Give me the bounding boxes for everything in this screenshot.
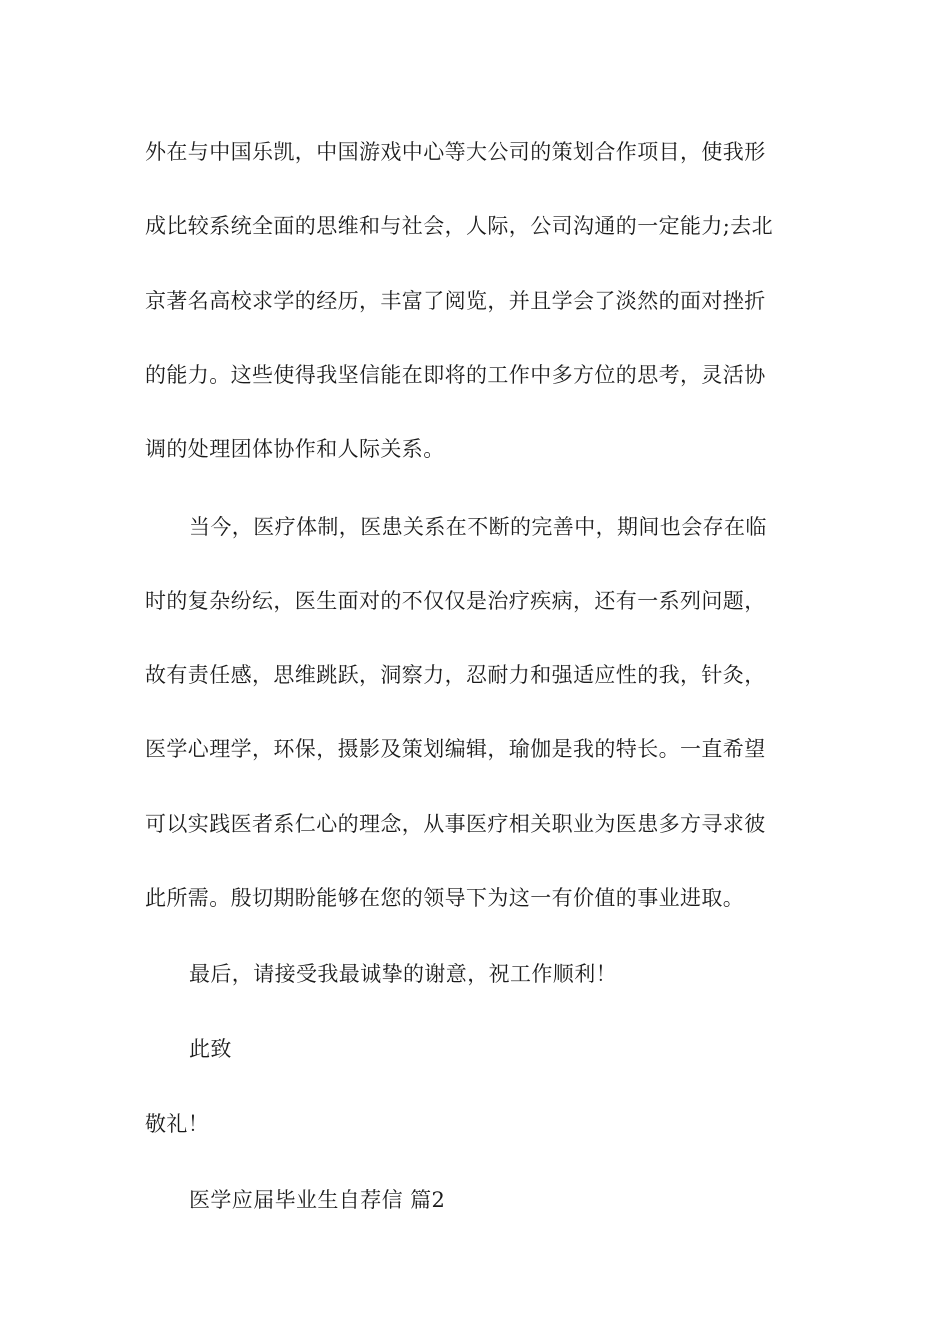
paragraph-1-line-3: 京著名高校求学的经历，丰富了阅览，并且学会了淡然的面对挫折 (145, 289, 766, 313)
paragraph-1-line-4: 的能力。这些使得我坚信能在即将的工作中多方位的思考，灵活协 (145, 363, 766, 387)
paragraph-1-line-2: 成比较系统全面的思维和与社会，人际，公司沟通的一定能力;去北 (145, 214, 774, 238)
closing-thanks: 最后，请接受我最诚挚的谢意，祝工作顺利！ (189, 962, 617, 986)
closing-salutation: 此致 (189, 1037, 232, 1061)
paragraph-2-line-4: 医学心理学，环保，摄影及策划编辑，瑜伽是我的特长。一直希望 (145, 737, 766, 761)
paragraph-2-line-3: 故有责任感，思维跳跃，洞察力，忍耐力和强适应性的我，针灸， (145, 663, 766, 687)
section-heading: 医学应届毕业生自荐信 篇2 (189, 1188, 446, 1212)
paragraph-1-line-5: 调的处理团体协作和人际关系。 (145, 437, 445, 461)
paragraph-2-line-6: 此所需。殷切期盼能够在您的领导下为这一有价值的事业进取。 (145, 886, 745, 910)
paragraph-2-line-2: 时的复杂纷纭，医生面对的不仅仅是治疗疾病，还有一系列问题， (145, 589, 766, 613)
paragraph-2-line-1: 当今，医疗体制，医患关系在不断的完善中，期间也会存在临 (189, 515, 767, 539)
closing-regards: 敬礼！ (145, 1112, 210, 1136)
paragraph-1-line-1: 外在与中国乐凯，中国游戏中心等大公司的策划合作项目，使我形 (145, 140, 766, 164)
paragraph-2-line-5: 可以实践医者系仁心的理念，从事医疗相关职业为医患多方寻求彼 (145, 812, 766, 836)
